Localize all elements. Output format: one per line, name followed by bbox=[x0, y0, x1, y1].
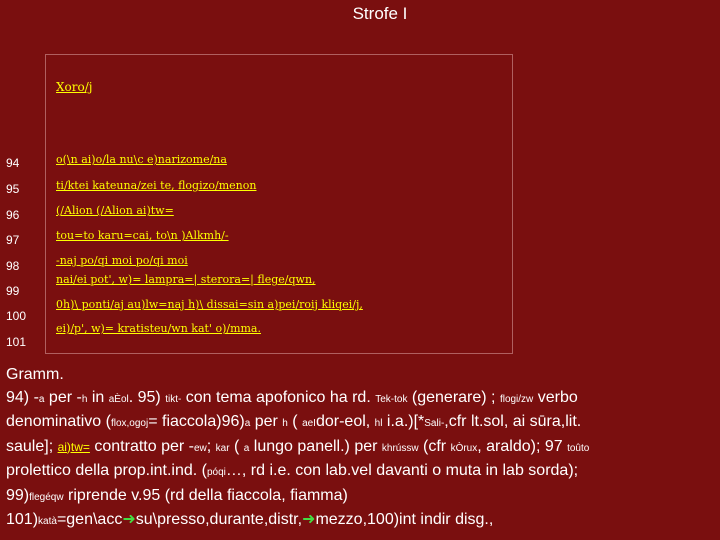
line-number: 97 bbox=[6, 233, 20, 247]
note-line: denominativo (flox,ogoj= fiaccola)96)a per h ( aeIdor-eol, hl i.a.)[*Sali-,cfr lt.sol, ai sūra,lit. bbox=[6, 413, 582, 430]
greek-verse-line: (/Alion (/Alion ai)tw= bbox=[56, 204, 174, 217]
greek-verse-line: ti/ktei kateuna/zei te, flogizo/menon bbox=[56, 179, 257, 192]
greek-verse-line: -naj po/qi moi po/qi moi bbox=[56, 254, 188, 267]
note-line: 94) -a per -h in aÈol. 95) tikt- con tema apofonico ha rd. Tek-tok (generare) ; flogi/zw verbo bbox=[6, 388, 578, 406]
line-number: 100 bbox=[6, 309, 27, 323]
line-number: 99 bbox=[6, 284, 20, 298]
line-number: 96 bbox=[6, 208, 20, 222]
note-line: prolettico della prop.int.ind. (póqi…, rd i.e. con lab.vel davanti o muta in lab sorda); bbox=[6, 462, 579, 479]
note-line: saule]; ai)tw= contratto per -ew; kar ( a lungo panell.) per khrússw (cfr kÒrux, araldo); 97 toûto bbox=[6, 437, 590, 455]
line-number: 98 bbox=[6, 259, 20, 273]
line-number: 101 bbox=[6, 335, 27, 349]
note-line: 101)katà=gen\acc➜su\presso,durante,distr,➜mezzo,100)int indir disg., bbox=[6, 511, 494, 528]
line-number: 95 bbox=[6, 182, 20, 196]
notes-heading: Gramm. bbox=[6, 366, 64, 383]
line-number: 94 bbox=[6, 156, 20, 170]
note-line: 99)flegéqw riprende v.95 (rd della fiaccola, fiamma) bbox=[6, 486, 348, 504]
greek-verse-line: ei)/p', w)= kratisteu/wn kat' o)/mma. bbox=[56, 322, 261, 335]
chorus-label: Xoro/j bbox=[56, 80, 93, 94]
grammar-notes bbox=[6, 364, 712, 534]
greek-verse-line: nai/ei pot', w)= lampra=| sterora=| flege/qwn, bbox=[56, 273, 316, 286]
greek-verse-line: 0h)\ ponti/aj au)lw=naj h)\ dissai=sin a)pei/roij kliqei/j, bbox=[56, 298, 363, 311]
greek-verse-line: o(\n ai)o/la nu\c e)narizome/na bbox=[56, 153, 227, 166]
arrow-right-icon: ➜ bbox=[302, 511, 316, 528]
arrow-right-icon: ➜ bbox=[122, 511, 136, 528]
greek-verse-line: tou=to karu=cai, to\n )Alkmh/- bbox=[56, 229, 229, 242]
slide-title: Strofe I bbox=[352, 4, 408, 23]
